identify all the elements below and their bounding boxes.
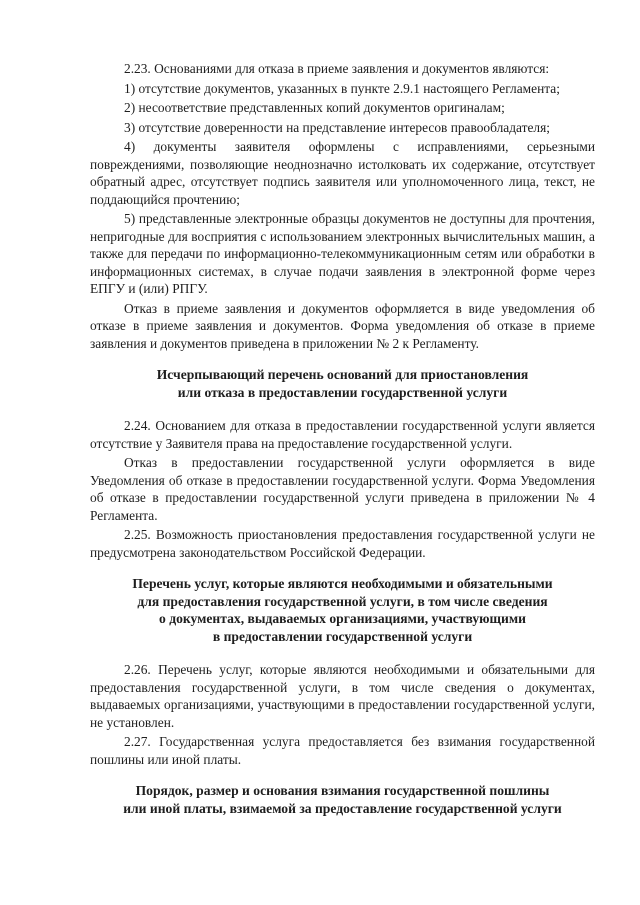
heading-line: в предоставлении государственной услуги [212,628,473,644]
section-heading-fee [90,782,595,817]
list-item-1: 1) отсутствие документов, указанных в пункте 2.9.1 настоящего Регламента; [124,80,560,96]
paragraph-2-26: 2.26. Перечень услуг, которые являются необходимыми и обязательными для предоставления государственной услуги, в том числе сведения о документах, выдаваемых организациями, участвующими в предоставлении государственной услуги, не установлен. [90,662,595,730]
heading-line: Порядок, размер и основания взимания государственной пошлины [135,783,550,798]
paragraph-2-24: 2.24. Основанием для отказа в предоставлении государственной услуги является отсутствие у Заявителя права на предоставление государственной услуги. [90,418,595,451]
heading-line: Перечень услуг, которые являются необходимыми и обязательными [132,576,553,591]
paragraph-2-23: 2.23. Основаниями для отказа в приеме заявления и документов являются: [124,61,550,76]
list-item-5: 5) представленные электронные образцы документов не доступны для прочтения, непригодные для восприятия с использованием электронных вычислительных машин, а также для передачи по информационно-телекоммуникационным сетям или обработки в информационных системах, в случае подачи заявления в электронной форме через ЕПГУ и (или) РПГУ. [90,211,595,296]
heading-line: или отказа в предоставлении государственной услуги [177,384,508,400]
heading-line: о документах, выдаваемых организациями, участвующими [159,611,526,626]
paragraph-refusal-notice: Отказ в приеме заявления и документов оформляется в виде уведомления об отказе в приеме заявления и документов. Форма уведомления об отказе в приеме заявления и документов приведена в приложении № 2 к Регламенту. [90,300,595,351]
list-item-4: 4) документы заявителя оформлены с исправлениями, серьезными повреждениями, позволяющие неоднозначно истолковать их содержание, отсутствует обратный адрес, отсутствует подпись заявителя или уполномоченного лица, текст, не поддающийся прочтению; [90,139,595,207]
heading-line: Исчерпывающий перечень оснований для приостановления [156,367,529,382]
heading-line: или иной платы, взимаемой за предоставление государственной услуги [123,800,562,816]
paragraph-2-27: 2.27. Государственная услуга предоставляется без взимания государственной пошлины или иной платы. [90,734,595,767]
paragraph-2-25: 2.25. Возможность приостановления предоставления государственной услуги не предусмотрена законодательством Российской Федерации. [90,527,595,560]
section-heading-grounds [90,366,595,401]
document-page [90,60,595,817]
paragraph-refusal-form: Отказ в предоставлении государственной услуги оформляется в виде Уведомления об отказе в предоставлении государственной услуги. Форма Уведомления об отказе в предоставлении государственной услуги приведена в приложении № 4 Регламента. [90,455,595,523]
list-item-2: 2) несоответствие представленных копий документов оригиналам; [124,100,505,115]
heading-line: для предоставления государственной услуги, в том числе сведения [137,593,548,609]
list-item-3: 3) отсутствие доверенности на представление интересов правообладателя; [124,119,550,135]
section-heading-services [90,575,595,645]
